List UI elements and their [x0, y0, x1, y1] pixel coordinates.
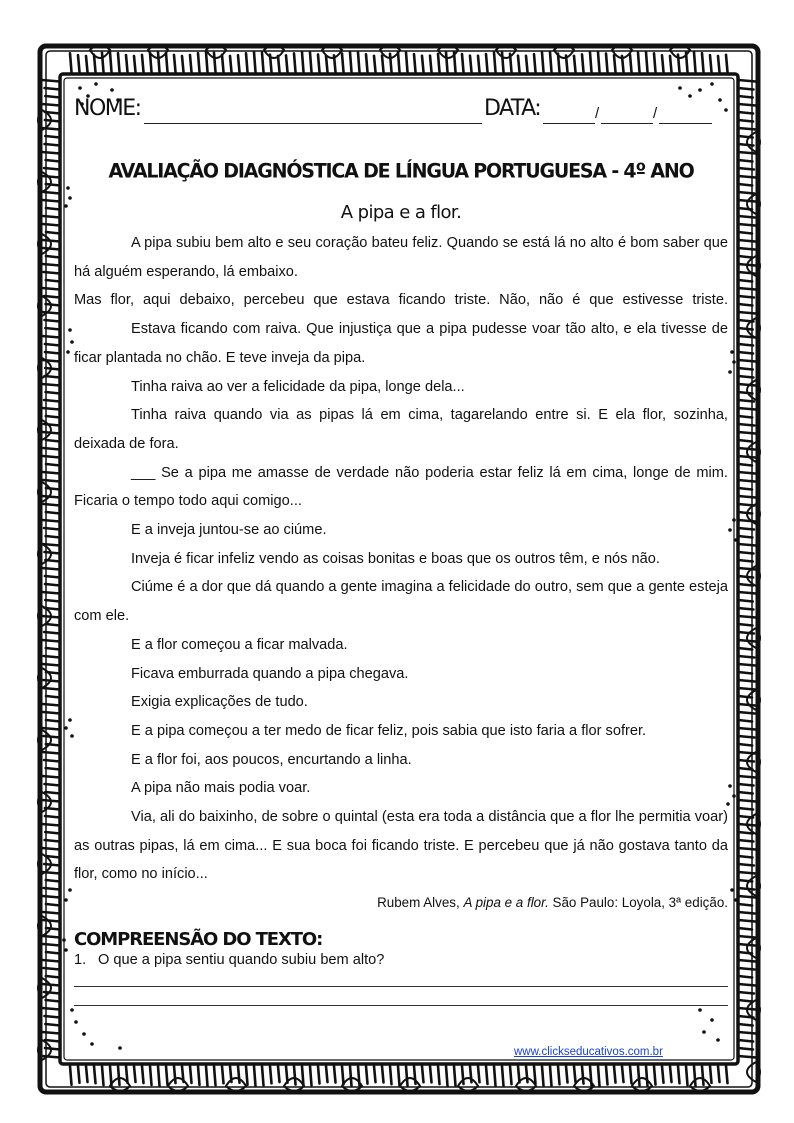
- story-paragraph: Exigia explicações de tudo.: [131, 694, 308, 711]
- date-day-field[interactable]: [543, 123, 595, 124]
- comprehension-heading: COMPREENSÃO DO TEXTO:: [74, 929, 323, 951]
- story-paragraph: E a flor foi, aos poucos, encurtando a linha.: [131, 751, 412, 768]
- question-text: O que a pipa sentiu quando subiu bem alto?: [98, 952, 385, 969]
- date-label: DATA:: [484, 96, 541, 121]
- page-title: AVALIAÇÃO DIAGNÓSTICA DE LÍNGUA PORTUGUESA - 4º ANO: [108, 159, 694, 183]
- story-paragraph: Tinha raiva quando via as pipas lá em cima, tagarelando entre si. E ela flor, sozinha, deixada de fora.: [74, 407, 728, 452]
- worksheet-content: [74, 96, 728, 1006]
- source-publisher: São Paulo: Loyola, 3ª edição.: [552, 895, 728, 911]
- question-number: 1.: [74, 952, 87, 969]
- story-paragraph: E a inveja juntou-se ao ciúme.: [131, 522, 327, 539]
- story-paragraph: Ciúme é a dor que dá quando a gente imagina a felicidade do outro, sem que a gente esteja com ele.: [74, 579, 728, 625]
- story-paragraph: Ficava emburrada quando a pipa chegava.: [131, 665, 409, 682]
- date-year-field[interactable]: [659, 123, 712, 124]
- story-paragraph: E a pipa começou a ter medo de ficar feliz, pois sabia que isto faria a flor sofrer.: [131, 722, 647, 739]
- story-paragraph: Tinha raiva ao ver a felicidade da pipa, longe dela...: [131, 378, 465, 395]
- story-paragraph: ___ Se a pipa me amasse de verdade não poderia estar feliz lá em cima, longe de mim. Ficaria o tempo todo aqui comigo...: [74, 464, 728, 510]
- story-paragraph: A pipa não mais podia voar.: [131, 780, 311, 797]
- name-label: NOME:: [74, 96, 141, 121]
- story-paragraph: Estava ficando com raiva. Que injustiça que a pipa pudesse voar tão alto, e ela tivesse de ficar plantada no chão. E teve inveja da pipa.: [74, 321, 728, 366]
- story-title: A pipa e a flor.: [340, 202, 462, 223]
- story-paragraph: Mas flor, aqui debaixo, percebeu que estava ficando triste. Não, não é que estivesse triste.: [74, 292, 728, 309]
- story-paragraph: Inveja é ficar infeliz vendo as coisas bonitas e boas que os outros têm, e nós não.: [131, 550, 660, 567]
- date-month-field[interactable]: [601, 123, 653, 124]
- story-paragraph: Via, ali do baixinho, de sobre o quintal (esta era toda a distância que a flor lhe permitia voar) as outras pipas, lá em cima... E sua boca foi ficando triste. E percebeu que já não gostava tanto da flor, como no início...: [74, 809, 728, 883]
- date-separator-2: /: [653, 105, 658, 122]
- answer-line-2[interactable]: [74, 987, 728, 1006]
- story-text: [74, 229, 728, 889]
- answer-line-1[interactable]: [74, 968, 728, 987]
- story-paragraph: E a flor começou a ficar malvada.: [131, 636, 348, 653]
- name-field[interactable]: [144, 123, 482, 124]
- source-author: Rubem Alves,: [377, 895, 460, 911]
- header-row: [74, 96, 728, 130]
- date-separator-1: /: [595, 105, 600, 122]
- footer-website-link[interactable]: www.clickseducativos.com.br: [514, 1046, 663, 1058]
- source-work: A pipa e a flor.: [463, 895, 549, 911]
- story-paragraph: A pipa subiu bem alto e seu coração bateu feliz. Quando se está lá no alto é bom saber que há alguém esperando, lá embaixo.: [74, 235, 728, 280]
- question-1: [74, 952, 728, 968]
- source-citation: [74, 893, 728, 913]
